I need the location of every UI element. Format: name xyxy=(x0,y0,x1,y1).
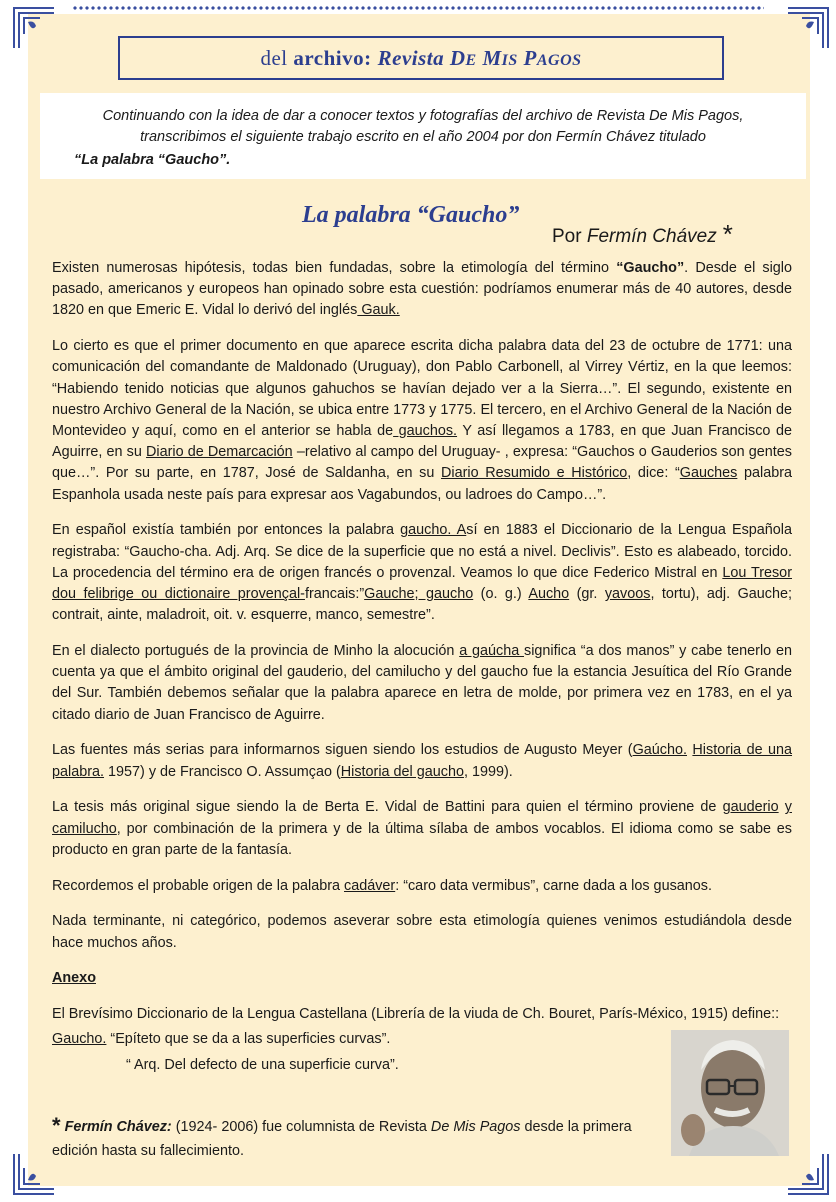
footnote-asterisk: * xyxy=(52,1113,61,1138)
header-archive: archivo: xyxy=(293,45,372,70)
footnote-name: Fermín Chávez: xyxy=(64,1119,172,1135)
asterisk-mark: * xyxy=(722,219,733,249)
annex-definition-2: “ Arq. Del defecto de una superficie curva”. xyxy=(126,1056,399,1073)
intro-line-3: “La palabra “Gaucho”. xyxy=(74,152,231,168)
dotted-top-border xyxy=(72,5,764,11)
intro-line-2: transcribimos el siguiente trabajo escrito en el año 2004 por don Fermín Chávez titulado xyxy=(140,129,706,145)
author-name: Fermín Chávez xyxy=(586,226,717,247)
paragraph-3: En español existía también por entonces la palabra gaucho. Así en 1883 el Diccionario de la Lengua Española registraba: “Gaucho-cha. Adj. Arq. Se dice de la superficie que no está a nivel. Declivis”. Esto es alabeado, torcido. La procedencia del término era de origen francés o provenzal. Veamos lo que dice Federico Mistral en Lou Tresor dou felibrige ou dictionaire provençal-francais:”Gauche; gaucho (o. g.) Aucho (gr. yavoos, tortu), adj. Gauche; contrait, ainte, maladroit, oit. v. esquerre, manco, semestre”. xyxy=(52,522,793,624)
intro-box xyxy=(40,93,806,179)
annex-title: Anexo xyxy=(52,970,96,987)
paragraph-5: Las fuentes más serias para informarnos siguen siendo los estudios de Augusto Meyer (Gaúcho. Historia de una palabra. 1957) y de Francisco O. Assumçao (Historia del gaucho, 1999). xyxy=(52,742,793,780)
paragraph-1: Existen numerosas hipótesis, todas bien fundadas, sobre la etimología del término “Gaucho”. Desde el siglo pasado, americanos y europeos han opinado sobre esta cuestión: podríamos enumerar más de 40 autores, desde 1820 en que Emeric E. Vidal lo derivó del inglés Gauk. xyxy=(52,260,793,319)
corner-ornament-bottom-left xyxy=(10,1152,56,1198)
title-row xyxy=(0,200,836,249)
paragraph-2: Lo cierto es que el primer documento en que aparece escrita dicha palabra data del 23 de octubre de 1771: una comunicación del comandante de Maldonado (Uruguay), don Pablo Carbonell, al Virrey Vértiz, en la que leemos: “Habiendo tenido noticias que algunos gahuchos se havían dejado ver a la Sierra…”. El segundo, existente en nuestro Archivo General de la Nación, se ubica entre 1773 y 1775. El tercero, en el Archivo General de la Nación de Montevideo y aquí, como en el anterior se habla de gauchos. Y así llegamos a 1783, en que Juan Francisco de Aguirre, en su Diario de Demarcación –relativo al campo del Uruguay- , expresa: “Gauchos o Gauderios son gentes que…”. Por su parte, en 1787, José de Saldanha, en su Diario Resumido e Histórico, dice: “Gauches palabra Espanhola usada neste país para expresar aos Vagabundos, ou ladroes do Campo…”. xyxy=(52,338,793,503)
intro-line-1: Continuando con la idea de dar a conocer textos y fotografías del archivo de Revista De Mis Pagos, xyxy=(102,108,744,124)
author-photo xyxy=(671,1030,789,1156)
header-prefix: del xyxy=(260,45,288,70)
article-title: La palabra “Gaucho” xyxy=(302,202,520,228)
annex-definition-1: Gaucho. “Epíteto que se da a las superficies curvas”. xyxy=(52,1031,391,1048)
byline: Por Fermín Chávez * xyxy=(552,219,733,249)
corner-ornament-bottom-right xyxy=(786,1152,832,1198)
magazine-name: Revista DE MIS PAGOS xyxy=(377,45,582,70)
paragraph-7: Recordemos el probable origen de la palabra cadáver: “caro data vermibus”, carne dada a los gusanos. xyxy=(52,877,712,894)
paragraph-8: Nada terminante, ni categórico, podemos aseverar sobre esta etimología quienes venimos estudiándola desde hace muchos años. xyxy=(52,913,792,951)
archive-header xyxy=(118,36,724,80)
article-body xyxy=(52,258,792,1090)
paragraph-6: La tesis más original sigue siendo la de Berta E. Vidal de Battini para quien el término proviene de gauderio y camilucho, por combinación de la primera y de la última sílaba de ambos vocablos. El idioma como se sabe es producto en gran parte de la fantasía. xyxy=(52,799,792,858)
footnote: * Fermín Chávez: (1924- 2006) fue columnista de Revista De Mis Pagos desde la primera edición hasta su fallecimiento. xyxy=(52,1113,632,1159)
paragraph-4: En el dialecto portugués de la provincia de Minho la alocución a gaúcha significa “a dos manos” y cabe tenerlo en cuenta ya que el ámbito original del gauderio, del camilucho y del gaucho fue la estancia Jesuítica del Río Grande del Sur. También debemos señalar que la palabra aparece en letra de molde, por primera vez en 1783, en el ya citado diario de Juan Francisco de Aguirre. xyxy=(52,643,792,723)
corner-ornament-top-left xyxy=(10,4,56,50)
annex-intro: El Brevísimo Diccionario de la Lengua Castellana (Librería de la viuda de Ch. Bouret, París-México, 1915) define:: xyxy=(52,1006,780,1023)
corner-ornament-top-right xyxy=(786,4,832,50)
